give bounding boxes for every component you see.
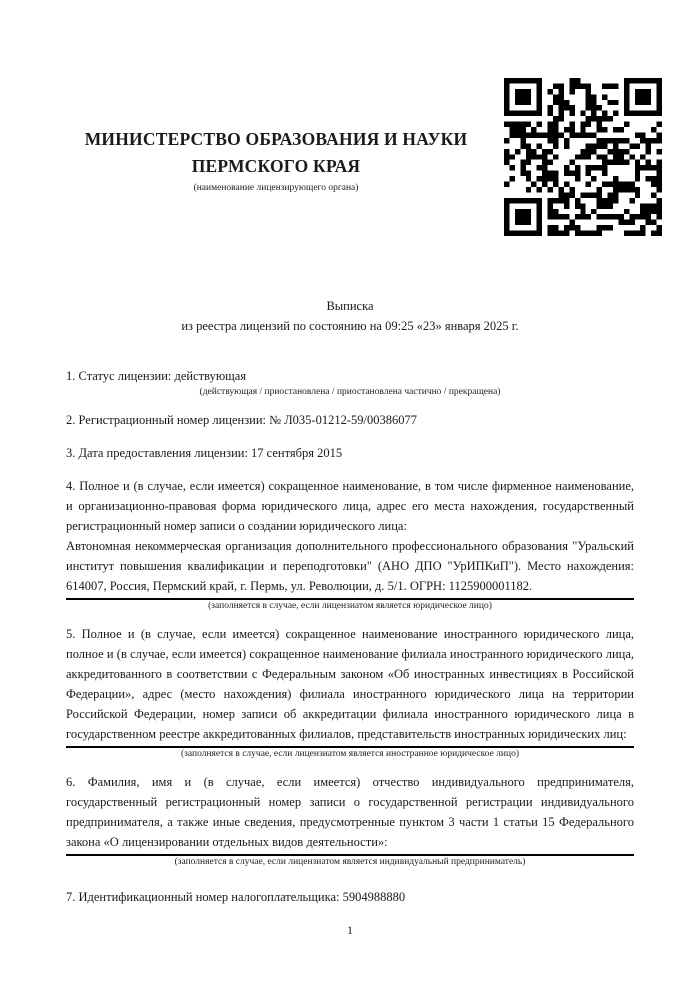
page-number: 1 — [347, 923, 353, 937]
document-title-line1: Выписка — [326, 299, 374, 313]
item-6-text: 6. Фамилия, имя и (в случае, если имеется) отчество индивидуального предпринимателя, государственный регистрационный номер записи о государственной регистрации индивидуального предпринимателя, а также иные сведения, предусмотренные пунктом 3 части 1 статьи 15 Федерального закона «О лицензировании отдельных видов деятельности»: — [66, 775, 634, 849]
licensing-authority-block — [66, 126, 504, 193]
fill-in-line — [66, 854, 634, 856]
item-1-caption: (действующая / приостановлена / приостановлена частично / прекращена) — [199, 387, 501, 397]
item-1-text: 1. Статус лицензии: действующая — [66, 369, 247, 383]
document-header — [0, 0, 700, 236]
item-5-text: 5. Полное и (в случае, если имеется) сокращенное наименование иностранного юридического лица, полное и (в случае, если имеется) сокращенное наименование филиала иностранного юридического лица, аккредитованного в соответствии с Федеральным законом «Об иностранных инвестициях в Российской Федерации», адрес (место нахождения) филиала иностранного юридического лица на территории Российской Федерации, номер записи об аккредитации филиала иностранного юридического лица в государственном реестре аккредитованных филиалов, представительств иностранных юридических лиц: — [66, 627, 634, 741]
item-6-individual-entrepreneur — [66, 772, 634, 867]
fill-in-line — [66, 746, 634, 748]
item-2-text: 2. Регистрационный номер лицензии: № Л035-01212-59/00386077 — [66, 413, 417, 427]
item-6-caption: (заполняется в случае, если лицензиатом является индивидуальный предприниматель) — [174, 857, 526, 867]
item-2-registration-number — [66, 410, 634, 430]
fill-in-line — [66, 598, 634, 600]
authority-name-line1: МИНИСТЕРСТВО ОБРАЗОВАНИЯ И НАУКИ — [84, 129, 468, 149]
item-3-text: 3. Дата предоставления лицензии: 17 сентября 2015 — [66, 446, 343, 460]
item-1-license-status — [66, 366, 634, 397]
item-4-value: Автономная некоммерческая организация дополнительного профессионального образования "Уральский институт повышения квалификации и переподготовки" (АНО ДПО "УрИПКиП"). Место нахождения: 614007, Россия, Пермский край, г. Пермь, ул. Революции, д. 5/1. ОГРН: 1125900001182. — [66, 539, 634, 593]
item-4-caption: (заполняется в случае, если лицензиатом является юридическое лицо) — [208, 601, 492, 611]
item-4-text: 4. Полное и (в случае, если имеется) сокращенное наименование, в том числе фирменное наименование, и организационно-правовая форма юридического лица, адрес его места нахождения, государственный регистрационный номер записи о создании юридического лица: — [66, 479, 634, 533]
item-7-taxpayer-number — [66, 887, 634, 907]
authority-name-line2: ПЕРМСКОГО КРАЯ — [191, 156, 361, 177]
document-title — [0, 296, 700, 336]
qr-code-icon — [504, 78, 662, 236]
authority-caption: (наименование лицензирующего органа) — [193, 183, 359, 194]
item-4-legal-entity — [66, 476, 634, 611]
item-3-license-date — [66, 443, 634, 463]
document-body — [0, 336, 700, 938]
item-7-text: 7. Идентификационный номер налогоплательщика: 5904988880 — [66, 890, 406, 904]
item-5-caption: (заполняется в случае, если лицензиатом является иностранное юридическое лицо) — [181, 749, 519, 759]
document-title-line2: из реестра лицензий по состоянию на 09:25 «23» января 2025 г. — [181, 319, 519, 333]
item-5-foreign-entity — [66, 624, 634, 759]
